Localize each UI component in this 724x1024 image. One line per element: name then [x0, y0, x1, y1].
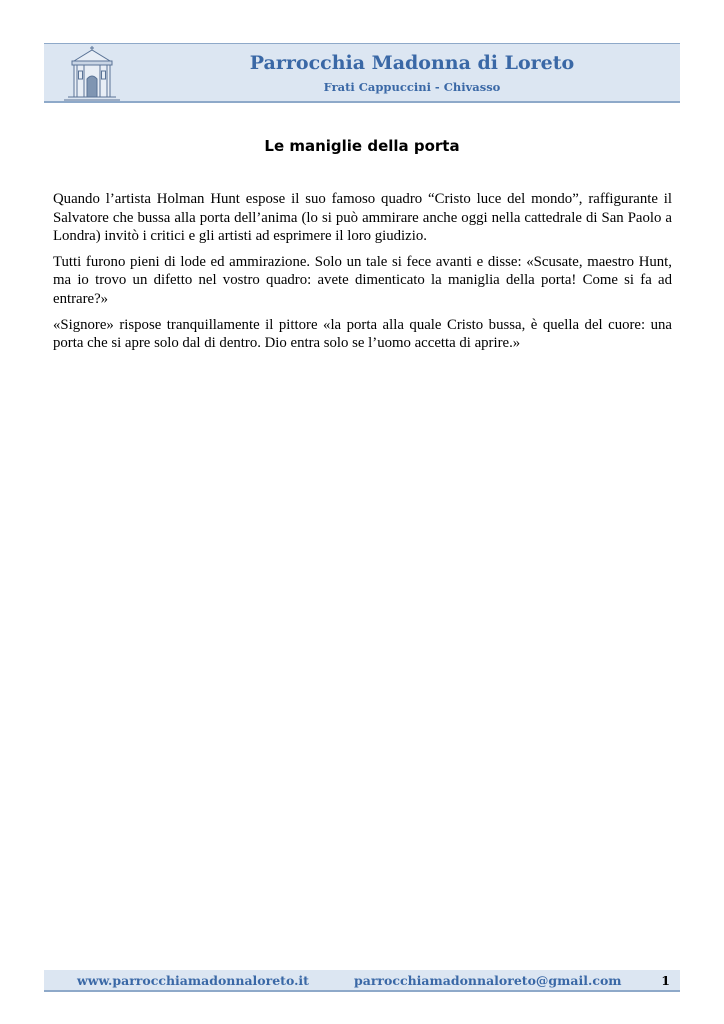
page-number: 1 — [661, 973, 670, 988]
email-link[interactable]: parrocchiamadonnaloreto@gmail.com — [354, 973, 622, 988]
paragraph: «Signore» rispose tranquillamente il pittore «la porta alla quale Cristo bussa, è quella del cuore: una porta che si apre solo dal di dentro. Dio entra solo se l’uomo accetta di aprire.» — [53, 316, 672, 352]
page-header — [44, 43, 680, 103]
paragraph: Tutti furono pieni di lode ed ammirazione. Solo un tale si fece avanti e disse: «Scusate, maestro Hunt, ma io trovo un difetto nel vostro quadro: avete dimenticato la maniglia della porta! Come si fa ad entrare?» — [53, 253, 672, 307]
document-title: Le maniglie della porta — [264, 137, 460, 155]
parish-name: Parrocchia Madonna di Loreto — [249, 52, 575, 74]
website-link[interactable]: www.parrocchiamadonnaloreto.it — [77, 973, 309, 988]
paragraph: Quando l’artista Holman Hunt espose il suo famoso quadro “Cristo luce del mondo”, raffigurante il Salvatore che bussa alla porta dell’anima (lo si può ammirare anche oggi nella cattedrale di San Paolo a Londra) invitò i critici e gli artisti ad esprimere il loro giudizio. — [53, 191, 672, 245]
page-footer — [44, 970, 680, 992]
parish-subtitle: Frati Cappuccini - Chivasso — [323, 80, 501, 94]
document-body — [53, 190, 672, 360]
